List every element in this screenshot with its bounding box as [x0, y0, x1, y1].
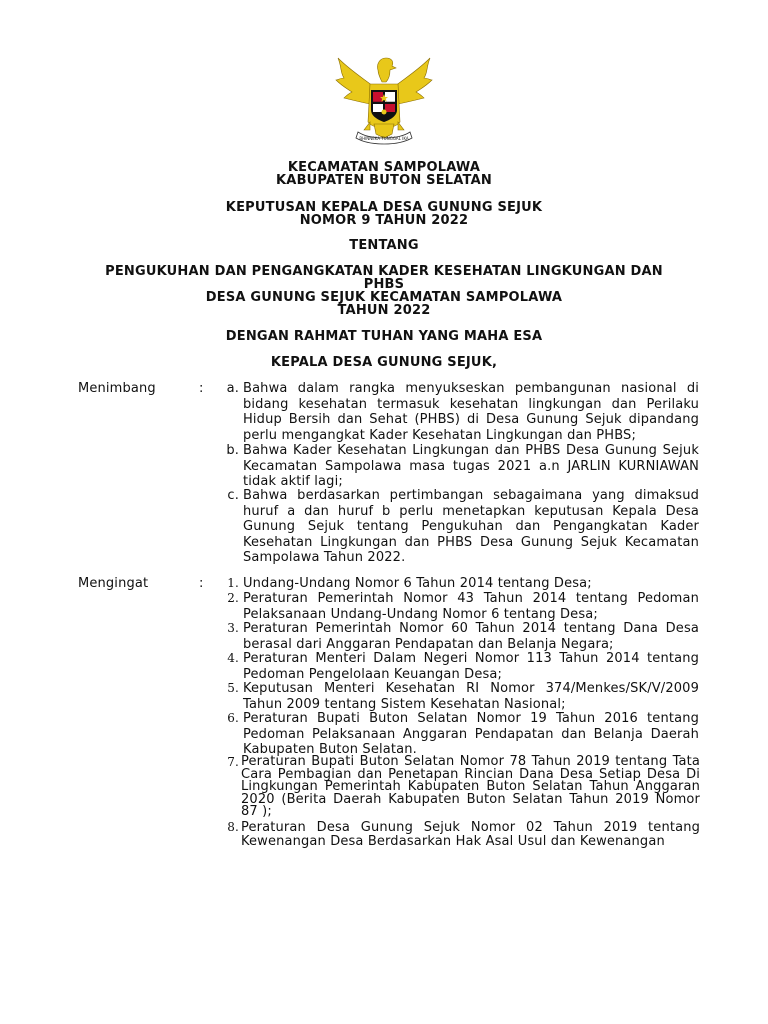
- item-text: Peraturan Bupati Buton Selatan Nomor 19 Tahun 2016 tentang Pedoman Pelaksanaan Anggaran Pendapatan dan Belanja Daerah Kabupaten Buton Selatan.: [243, 711, 699, 757]
- header-tentang: TENTANG: [349, 238, 419, 253]
- emblem-motto: BHINNEKA TUNGGAL IKA: [359, 136, 409, 141]
- item-marker: 7.: [227, 755, 239, 769]
- item-text: Keputusan Menteri Kesehatan RI Nomor 374/Menkes/SK/V/2009 Tahun 2009 tentang Sistem Kesehatan Nasional;: [243, 681, 699, 712]
- garuda-pancasila-emblem: [330, 50, 438, 146]
- subject-line-2: PHBS: [363, 277, 405, 292]
- item-marker: 1.: [227, 576, 239, 590]
- item-text: Peraturan Bupati Buton Selatan Nomor 78 Tahun 2019 tentang Tata Cara Pembagian dan Penetapan Rincian Dana Desa Setiap Desa Di Lingkungan Pemerintah Kabupaten Buton Selatan Tahun Anggaran 2020 (Berita Daerah Kabupaten Buton Selatan Tahun 2019 Nomor 87 );: [241, 754, 700, 819]
- shield-icon: [371, 90, 397, 122]
- item-marker: 5.: [227, 681, 239, 695]
- header-nomor: NOMOR 9 TAHUN 2022: [299, 213, 469, 228]
- header-keputusan: KEPUTUSAN KEPALA DESA GUNUNG SEJUK: [225, 200, 543, 215]
- item-text: Bahwa berdasarkan pertimbangan sebagaimana yang dimaksud huruf a dan huruf b perlu menetapkan keputusan Kepala Desa Gunung Sejuk tentang Pengukuhan dan Pengangkatan Kader Kesehatan Lingkungan dan PHBS Desa Gunung Sejuk Kecamatan Sampolawa Tahun 2022.: [243, 488, 699, 565]
- subject-line-4: TAHUN 2022: [337, 303, 431, 318]
- rahmat-line: DENGAN RAHMAT TUHAN YANG MAHA ESA: [225, 329, 543, 344]
- item-marker: a.: [226, 381, 239, 396]
- mengingat-label: Mengingat: [78, 576, 149, 591]
- item-marker: 2.: [227, 591, 239, 605]
- item-text: Peraturan Desa Gunung Sejuk Nomor 02 Tahun 2019 tentang Kewenangan Desa Berdasarkan Hak Asal Usul dan Kewenangan: [241, 820, 700, 849]
- item-marker: b.: [226, 443, 239, 458]
- menimbang-label: Menimbang: [78, 381, 156, 396]
- item-text: Peraturan Pemerintah Nomor 60 Tahun 2014 tentang Dana Desa berasal dari Anggaran Pendapatan dan Belanja Negara;: [243, 621, 699, 652]
- item-text: Peraturan Menteri Dalam Negeri Nomor 113 Tahun 2014 tentang Pedoman Pengelolaan Keuangan Desa;: [243, 651, 699, 682]
- item-marker: 4.: [227, 651, 239, 665]
- item-marker: c.: [227, 488, 239, 503]
- subject-line-3: DESA GUNUNG SEJUK KECAMATAN SAMPOLAWA: [205, 290, 563, 305]
- subject-line-1: PENGUKUHAN DAN PENGANGKATAN KADER KESEHATAN LINGKUNGAN DAN: [105, 264, 663, 279]
- item-marker: 6.: [227, 711, 239, 725]
- item-marker: 3.: [227, 621, 239, 635]
- kepala-desa-line: KEPALA DESA GUNUNG SEJUK,: [270, 355, 498, 370]
- header-kabupaten: KABUPATEN BUTON SELATAN: [276, 173, 492, 188]
- item-marker: 8.: [227, 820, 239, 834]
- header-kecamatan: KECAMATAN SAMPOLAWA: [287, 160, 481, 175]
- mengingat-colon: :: [199, 576, 204, 591]
- item-text: Bahwa dalam rangka menyukseskan pembangunan nasional di bidang kesehatan termasuk kesehatan lingkungan dan Perilaku Hidup Bersih dan Sehat (PHBS) di Desa Gunung Sejuk dipandang perlu mengangkat Kader Kesehatan Lingkungan dan PHBS;: [243, 381, 699, 443]
- item-text: Undang-Undang Nomor 6 Tahun 2014 tentang Desa;: [243, 576, 592, 591]
- item-text: Bahwa Kader Kesehatan Lingkungan dan PHBS Desa Gunung Sejuk Kecamatan Sampolawa masa tugas 2021 a.n JARLIN KURNIAWAN tidak aktif lagi;: [243, 443, 699, 489]
- menimbang-colon: :: [199, 381, 204, 396]
- item-text: Peraturan Pemerintah Nomor 43 Tahun 2014 tentang Pedoman Pelaksanaan Undang-Undang Nomor 6 tentang Desa;: [243, 591, 699, 622]
